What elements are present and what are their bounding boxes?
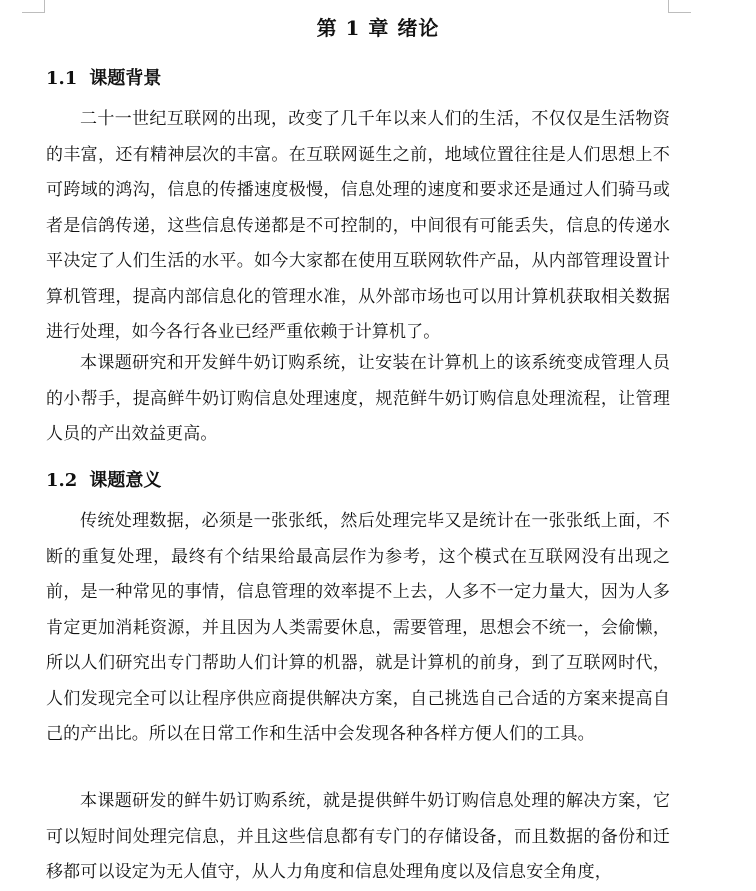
section-heading-significance xyxy=(46,466,161,492)
section-number: 1.1 xyxy=(46,68,78,89)
section-title: 课题意义 xyxy=(89,470,162,491)
paragraph-background-1: 二十一世纪互联网的出现，改变了几千年以来人们的生活，不仅仅是生活物资的丰富，还有精神层次的丰富。在互联网诞生之前，地域位置往往是人们思想上不可跨域的鸿沟，信息的传播速度极慢，信息处理的速度和要求还是通过人们骑马或者是信鸽传递，这些信息传递都是不可控制的，中间很有可能丢失，信息的传递水平决定了人们生活的水平。如今大家都在使用互联网软件产品，从内部管理设置计算机管理，提高内部信息化的管理水准，从外部市场也可以用计算机获取相关数据进行处理，如今各行各业已经严重依赖于计算机了。 xyxy=(46,109,670,342)
section-heading-background xyxy=(46,64,161,90)
section-title: 课题背景 xyxy=(89,68,162,89)
section-number: 1.2 xyxy=(46,470,78,491)
chapter-title: 第 1 章 绪论 xyxy=(316,16,440,40)
paragraph-significance-2: 本课题研发的鲜牛奶订购系统，就是提供鲜牛奶订购信息处理的解决方案，它可以短时间处理完信息，并且这些信息都有专门的存储设备，而且数据的备份和迁移都可以设定为无人值守，从人力角度和信息处理角度以及信息安全角度， xyxy=(46,791,670,882)
paragraph-background-2: 本课题研究和开发鲜牛奶订购系统，让安装在计算机上的该系统变成管理人员的小帮手，提高鲜牛奶订购信息处理速度，规范鲜牛奶订购信息处理流程，让管理人员的产出效益更高。 xyxy=(46,353,670,444)
paragraph-significance-1: 传统处理数据，必须是一张张纸，然后处理完毕又是统计在一张张纸上面，不断的重复处理，最终有个结果给最高层作为参考，这个模式在互联网没有出现之前，是一种常见的事情，信息管理的效率提不上去，人多不一定力量大，因为人多肯定更加消耗资源，并且因为人类需要休息，需要管理，思想会不统一，会偷懒，所以人们研究出专门帮助人们计算的机器，就是计算机的前身，到了互联网时代，人们发现完全可以让程序供应商提供解决方案，自己挑选自己合适的方案来提高自己的产出比。所以在日常工作和生活中会发现各种各样方便人们的工具。 xyxy=(46,511,670,744)
